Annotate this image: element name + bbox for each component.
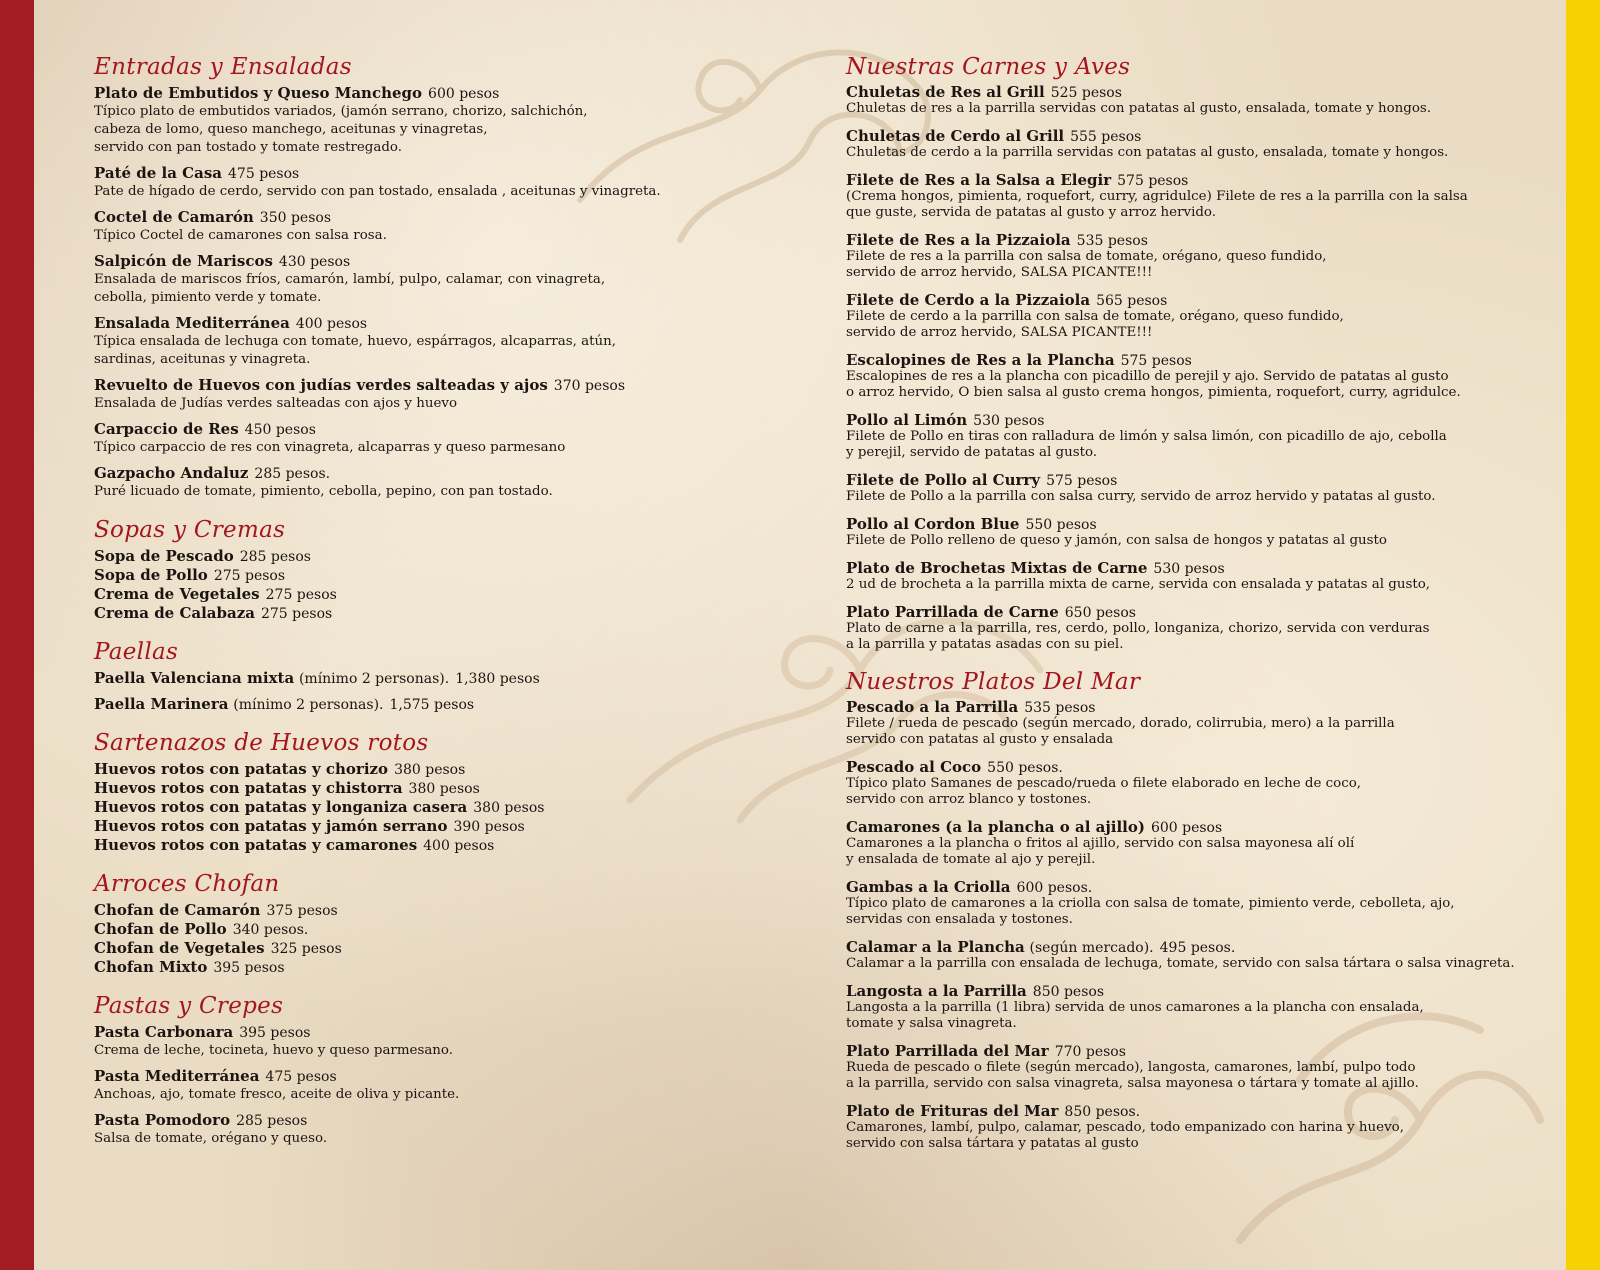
dish-price: 475 pesos: [265, 1069, 337, 1085]
menu-item-heading: [846, 604, 1546, 621]
dish-description: Típico plato de camarones a la criolla con salsa de tomate, pimiento verde, cebolleta, ajo, servidas con ensalada y tostones.: [846, 896, 1455, 927]
menu-item: [94, 1023, 734, 1060]
dish-description: Filete de Pollo relleno de queso y jamón, con salsa de hongos y patatas al gusto: [846, 533, 1387, 548]
menu-item: [846, 516, 1546, 549]
menu-item-heading: [94, 669, 734, 688]
menu-item-heading: [94, 836, 734, 855]
dish-name: Chofan de Pollo: [94, 920, 227, 938]
section-title: Pastas y Crepes: [94, 993, 284, 1019]
dish-description: Salsa de tomate, orégano y queso.: [94, 1131, 328, 1146]
menu-item: [94, 669, 734, 688]
dish-name: Huevos rotos con patatas y longaniza casera: [94, 798, 468, 816]
dish-description: Langosta a la parrilla (1 libra) servida de unos camarones a la plancha con ensalada, tomate y salsa vinagreta.: [846, 1000, 1424, 1031]
menu-section-entradas-y-ensaladas: [94, 52, 734, 501]
menu-item-heading: [846, 1043, 1546, 1060]
dish-price: 275 pesos: [213, 568, 286, 584]
dish-name: Pescado a la Parrilla: [846, 698, 1019, 716]
dish-name: Plato Parrillada de Carne: [846, 603, 1059, 621]
menu-item: [94, 164, 734, 201]
menu-item: [846, 412, 1546, 461]
menu-item-heading: [94, 939, 734, 958]
dish-note: (según mercado).: [1029, 940, 1154, 956]
menu-item: [846, 604, 1546, 653]
dish-name: Huevos rotos con patatas y camarones: [94, 836, 418, 854]
menu-item: [94, 760, 734, 779]
menu-item: [846, 879, 1546, 928]
menu-item: [94, 604, 734, 623]
dish-name: Chuletas de Res al Grill: [846, 83, 1045, 101]
menu-item: [846, 352, 1546, 401]
dish-name: Plato Parrillada del Mar: [846, 1042, 1049, 1060]
dish-name: Paté de la Casa: [94, 164, 223, 182]
dish-price: 380 pesos: [408, 781, 480, 797]
dish-description: Crema de leche, tocineta, huevo y queso parmesano.: [94, 1043, 454, 1058]
dish-description: Típica ensalada de lechuga con tomate, huevo, espárragos, alcaparras, atún, sardinas, aceitunas y vinagreta.: [94, 334, 617, 367]
dish-price: 600 pesos.: [1016, 880, 1093, 896]
menu-item: [846, 1043, 1546, 1092]
dish-price: 575 pesos: [1120, 353, 1192, 369]
menu-section-paellas: [94, 637, 734, 714]
menu-item-heading: [94, 208, 734, 227]
dish-name: Paella Valenciana mixta: [94, 669, 295, 687]
section-title: Entradas y Ensaladas: [94, 54, 352, 80]
right-yellow-border: [1566, 0, 1600, 1270]
menu-item-heading: [94, 547, 734, 566]
section-title: Sartenazos de Huevos rotos: [94, 730, 429, 756]
dish-description: Típico plato de embutidos variados, (jamón serrano, chorizo, salchichón, cabeza de lomo, queso manchego, aceitunas y vinagretas, servido con pan tostado y tomate restregado.: [94, 104, 588, 155]
menu-item-heading: [94, 1067, 734, 1086]
menu-item: [94, 585, 734, 604]
dish-name: Filete de Pollo al Curry: [846, 471, 1041, 489]
menu-item: [94, 939, 734, 958]
dish-name: Revuelto de Huevos con judías verdes salteadas y ajos: [94, 376, 548, 394]
menu-item-heading: [846, 819, 1546, 836]
menu-item: [94, 779, 734, 798]
dish-price: 475 pesos: [228, 166, 300, 182]
menu-item-heading: [846, 879, 1546, 896]
menu-item-heading: [94, 1023, 734, 1042]
menu-section-arroces-chofan: [94, 869, 734, 977]
menu-section-nuestros-platos-del-mar: [846, 667, 1546, 1152]
dish-description: Filete / rueda de pescado (según mercado, dorado, colirrubia, mero) a la parrilla servido con patatas al gusto y ensalada: [846, 716, 1395, 747]
menu-section-sartenazos-de-huevos-rotos: [94, 728, 734, 855]
menu-item-heading: [94, 585, 734, 604]
dish-price: 450 pesos: [244, 422, 316, 438]
menu-item: [94, 695, 734, 714]
menu-item-heading: [846, 128, 1546, 145]
menu-item-heading: [94, 817, 734, 836]
dish-price: 770 pesos: [1054, 1044, 1126, 1060]
dish-description: 2 ud de brocheta a la parrilla mixta de carne, servida con ensalada y patatas al gusto,: [846, 577, 1431, 592]
menu-item: [94, 798, 734, 817]
dish-price: 285 pesos: [239, 549, 311, 565]
menu-item: [846, 292, 1546, 341]
menu-item: [846, 128, 1546, 161]
dish-note: (mínimo 2 personas).: [298, 671, 450, 687]
menu-item: [846, 699, 1546, 748]
right-menu-column: [846, 52, 1546, 1166]
dish-price: 275 pesos: [260, 606, 333, 622]
menu-item: [94, 1111, 734, 1148]
dish-price: 530 pesos: [973, 413, 1045, 429]
dish-price: 495 pesos.: [1159, 940, 1236, 956]
menu-item: [94, 920, 734, 939]
dish-price: 535 pesos: [1024, 700, 1096, 716]
menu-item-heading: [94, 252, 734, 271]
dish-name: Camarones (a la plancha o al ajillo): [846, 818, 1145, 836]
menu-item-heading: [94, 695, 734, 714]
menu-item: [94, 1067, 734, 1104]
menu-item: [94, 464, 734, 501]
dish-price: 525 pesos: [1050, 85, 1122, 101]
dish-name: Chofan Mixto: [94, 958, 208, 976]
dish-price: 380 pesos: [394, 762, 466, 778]
dish-name: Calamar a la Plancha: [846, 938, 1025, 956]
section-title: Sopas y Cremas: [94, 517, 286, 543]
menu-item-heading: [94, 420, 734, 439]
menu-item-heading: [846, 699, 1546, 716]
left-red-border: [0, 0, 34, 1270]
dish-price: 285 pesos.: [254, 466, 331, 482]
dish-name: Gambas a la Criolla: [846, 878, 1011, 896]
section-title: Nuestras Carnes y Aves: [846, 54, 1131, 80]
dish-description: Rueda de pescado o filete (según mercado), langosta, camarones, lambí, pulpo todo a la parrilla, servido con salsa vinagreta, salsa mayonesa o tártara y tomate al ajillo.: [846, 1060, 1419, 1091]
menu-item: [846, 172, 1546, 221]
section-title: Arroces Chofan: [94, 871, 280, 897]
dish-price: 600 pesos: [1150, 820, 1223, 836]
menu-item: [94, 958, 734, 977]
menu-item: [846, 759, 1546, 808]
dish-description: Filete de Pollo en tiras con ralladura de limón y salsa limón, con picadillo de ajo, cebolla y perejil, servido de patatas al gusto.: [846, 429, 1447, 460]
menu-item: [94, 566, 734, 585]
menu-item: [846, 1103, 1546, 1152]
menu-item-heading: [94, 1111, 734, 1130]
dish-price: 430 pesos: [278, 254, 351, 270]
dish-description: (Crema hongos, pimienta, roquefort, curry, agridulce) Filete de res a la parrilla con la salsa que guste, servida de patatas al gusto y arroz hervido.: [846, 189, 1468, 220]
dish-description: Típico Coctel de camarones con salsa rosa.: [94, 228, 387, 243]
menu-item: [94, 314, 734, 369]
dish-name: Plato de Brochetas Mixtas de Carne: [846, 559, 1148, 577]
menu-item-heading: [94, 920, 734, 939]
menu-item: [94, 84, 734, 157]
dish-name: Salpicón de Mariscos: [94, 252, 273, 270]
menu-item-heading: [846, 516, 1546, 533]
dish-name: Pasta Mediterránea: [94, 1067, 260, 1085]
dish-description: Camarones a la plancha o fritos al ajillo, servido con salsa mayonesa alí olí y ensalada de tomate al ajo y perejil.: [846, 836, 1355, 867]
menu-section-nuestras-carnes-y-aves: [846, 52, 1546, 653]
menu-section-pastas-y-crepes: [94, 991, 734, 1148]
dish-price: 575 pesos: [1117, 173, 1189, 189]
menu-item-heading: [94, 958, 734, 977]
dish-name: Pollo al Limón: [846, 411, 968, 429]
section-title: Nuestros Platos Del Mar: [846, 669, 1141, 695]
section-title: Paellas: [94, 639, 179, 665]
left-menu-column: [94, 52, 734, 1162]
dish-name: Chofan de Vegetales: [94, 939, 265, 957]
dish-description: Ensalada de mariscos fríos, camarón, lambí, pulpo, calamar, con vinagreta, cebolla, pimiento verde y tomate.: [94, 272, 606, 305]
dish-name: Crema de Vegetales: [94, 585, 260, 603]
dish-name: Filete de Cerdo a la Pizzaiola: [846, 291, 1091, 309]
dish-description: Puré licuado de tomate, pimiento, cebolla, pepino, con pan tostado.: [94, 484, 553, 499]
dish-price: 350 pesos: [259, 210, 332, 226]
dish-name: Huevos rotos con patatas y chistorra: [94, 779, 403, 797]
dish-name: Sopa de Pescado: [94, 547, 234, 565]
dish-price: 555 pesos: [1070, 129, 1142, 145]
menu-item: [94, 817, 734, 836]
menu-item-heading: [846, 412, 1546, 429]
dish-price: 380 pesos: [473, 800, 545, 816]
dish-price: 530 pesos: [1153, 561, 1225, 577]
dish-price: 275 pesos: [265, 587, 337, 603]
dish-price: 850 pesos.: [1064, 1104, 1141, 1120]
dish-name: Filete de Res a la Pizzaiola: [846, 231, 1071, 249]
dish-price: 400 pesos: [295, 316, 368, 332]
menu-item: [846, 472, 1546, 505]
dish-price: 550 pesos: [1025, 517, 1097, 533]
menu-item: [846, 983, 1546, 1032]
dish-name: Gazpacho Andaluz: [94, 464, 249, 482]
menu-item: [94, 376, 734, 413]
dish-price: 400 pesos: [423, 838, 495, 854]
menu-item-heading: [846, 472, 1546, 489]
dish-name: Plato de Frituras del Mar: [846, 1102, 1059, 1120]
dish-price: 340 pesos.: [232, 922, 309, 938]
dish-price: 375 pesos: [266, 903, 338, 919]
menu-item-heading: [846, 1103, 1546, 1120]
dish-price: 1,575 pesos: [389, 697, 475, 713]
dish-name: Pescado al Coco: [846, 758, 982, 776]
dish-description: Típico plato Samanes de pescado/rueda o filete elaborado en leche de coco, servido con arroz blanco y tostones.: [846, 776, 1362, 807]
menu-item-heading: [94, 376, 734, 395]
dish-price: 650 pesos: [1064, 605, 1136, 621]
dish-price: 600 pesos: [428, 86, 500, 102]
menu-item: [94, 547, 734, 566]
dish-name: Escalopines de Res a la Plancha: [846, 351, 1115, 369]
menu-item: [846, 232, 1546, 281]
menu-item-heading: [94, 798, 734, 817]
dish-description: Calamar a la parrilla con ensalada de lechuga, tomate, servido con salsa tártara o salsa vinagreta.: [846, 956, 1515, 971]
menu-item-heading: [846, 84, 1546, 101]
menu-item: [846, 84, 1546, 117]
dish-name: Coctel de Camarón: [94, 208, 254, 226]
dish-price: 1,380 pesos: [455, 671, 540, 687]
menu-item: [94, 208, 734, 245]
dish-name: Crema de Calabaza: [94, 604, 255, 622]
dish-description: Chuletas de res a la parrilla servidas con patatas al gusto, ensalada, tomate y hongos.: [846, 101, 1432, 116]
dish-name: Paella Marinera: [94, 695, 229, 713]
menu-item-heading: [94, 164, 734, 183]
dish-name: Ensalada Mediterránea: [94, 314, 290, 332]
dish-description: Típico carpaccio de res con vinagreta, alcaparras y queso parmesano: [94, 440, 566, 455]
menu-item-heading: [94, 84, 734, 103]
menu-item: [846, 560, 1546, 593]
menu-item: [94, 836, 734, 855]
menu-item-heading: [94, 760, 734, 779]
menu-item-heading: [94, 604, 734, 623]
menu-item: [94, 420, 734, 457]
dish-description: Chuletas de cerdo a la parrilla servidas con patatas al gusto, ensalada, tomate y hongos.: [846, 145, 1449, 160]
dish-name: Langosta a la Parrilla: [846, 982, 1027, 1000]
menu-item: [846, 939, 1546, 972]
menu-item-heading: [94, 901, 734, 920]
dish-name: Carpaccio de Res: [94, 420, 239, 438]
dish-price: 550 pesos.: [987, 760, 1063, 776]
dish-price: 575 pesos: [1046, 473, 1118, 489]
menu-item: [94, 901, 734, 920]
dish-note: (mínimo 2 personas).: [233, 697, 384, 713]
dish-description: Filete de Pollo a la parrilla con salsa curry, servido de arroz hervido y patatas al gusto.: [846, 489, 1436, 504]
dish-description: Filete de res a la parrilla con salsa de tomate, orégano, queso fundido, servido de arroz hervido, SALSA PICANTE!!!: [846, 249, 1327, 280]
dish-price: 535 pesos: [1076, 233, 1148, 249]
menu-item-heading: [94, 314, 734, 333]
dish-description: Anchoas, ajo, tomate fresco, aceite de oliva y picante.: [94, 1087, 460, 1102]
dish-name: Filete de Res a la Salsa a Elegir: [846, 171, 1112, 189]
menu-item-heading: [94, 566, 734, 585]
menu-item-heading: [846, 759, 1546, 776]
menu-item: [94, 252, 734, 307]
menu-item-heading: [846, 232, 1546, 249]
dish-description: Camarones, lambí, pulpo, calamar, pescado, todo empanizado con harina y huevo, servido con salsa tártara y patatas al gusto: [846, 1120, 1404, 1151]
dish-price: 395 pesos: [239, 1025, 311, 1041]
dish-description: Pate de hígado de cerdo, servido con pan tostado, ensalada , aceitunas y vinagreta.: [94, 184, 661, 199]
menu-item-heading: [846, 560, 1546, 577]
dish-name: Sopa de Pollo: [94, 566, 208, 584]
dish-name: Pasta Carbonara: [94, 1023, 234, 1041]
dish-name: Chofan de Camarón: [94, 901, 261, 919]
dish-name: Pasta Pomodoro: [94, 1111, 231, 1129]
menu-item-heading: [846, 292, 1546, 309]
dish-price: 390 pesos: [453, 819, 525, 835]
menu-item-heading: [94, 779, 734, 798]
dish-name: Pollo al Cordon Blue: [846, 515, 1020, 533]
dish-price: 285 pesos: [236, 1113, 308, 1129]
dish-price: 395 pesos: [213, 960, 285, 976]
dish-name: Chuletas de Cerdo al Grill: [846, 127, 1065, 145]
menu-section-sopas-y-cremas: [94, 515, 734, 623]
dish-description: Ensalada de Judías verdes salteadas con ajos y huevo: [94, 396, 458, 411]
dish-price: 565 pesos: [1096, 293, 1168, 309]
menu-item-heading: [846, 172, 1546, 189]
dish-price: 325 pesos: [270, 941, 342, 957]
dish-name: Plato de Embutidos y Queso Manchego: [94, 84, 423, 102]
menu-item-heading: [846, 352, 1546, 369]
dish-name: Huevos rotos con patatas y chorizo: [94, 760, 389, 778]
dish-description: Filete de cerdo a la parrilla con salsa de tomate, orégano, queso fundido, servido de arroz hervido, SALSA PICANTE!!!: [846, 309, 1344, 340]
dish-description: Escalopines de res a la plancha con picadillo de perejil y ajo. Servido de patatas al gusto o arroz hervido, O bien salsa al gusto crema hongos, pimienta, roquefort, curry, agridulce.: [846, 369, 1461, 400]
menu-item-heading: [846, 939, 1546, 956]
menu-item-heading: [94, 464, 734, 483]
dish-name: Huevos rotos con patatas y jamón serrano: [94, 817, 448, 835]
menu-item-heading: [846, 983, 1546, 1000]
menu-item: [846, 819, 1546, 868]
dish-price: 370 pesos: [553, 378, 626, 394]
dish-description: Plato de carne a la parrilla, res, cerdo, pollo, longaniza, chorizo, servida con verduras a la parrilla y patatas asadas con su piel.: [846, 621, 1430, 652]
dish-price: 850 pesos: [1032, 984, 1104, 1000]
